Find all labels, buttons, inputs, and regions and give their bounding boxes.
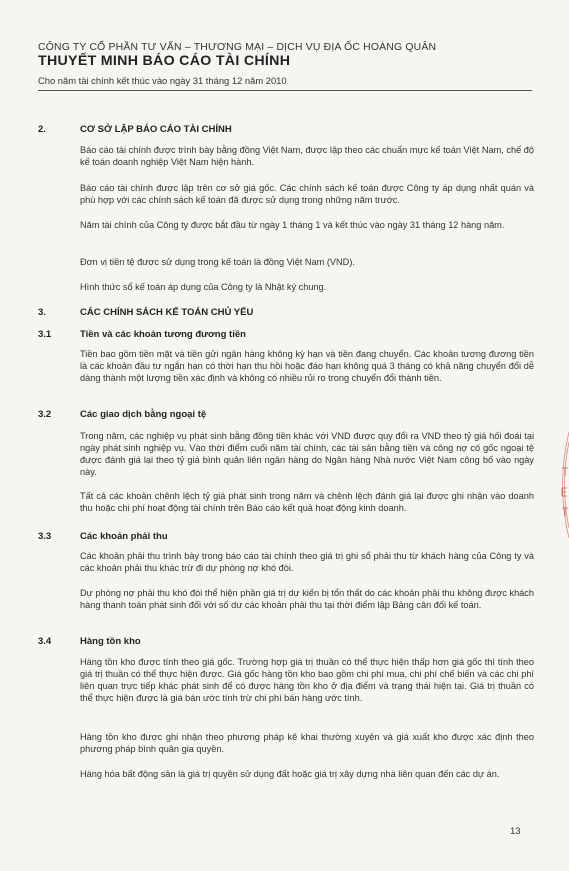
- section-heading: CƠ SỞ LẬP BÁO CÁO TÀI CHÍNH: [80, 124, 232, 135]
- paragraph: Hàng tồn kho được ghi nhận theo phương pháp kê khai thường xuyên và giá xuất kho được xác định theo phương pháp bình quân gia quyền.: [80, 732, 534, 754]
- subsection-number: 3.1: [38, 329, 52, 340]
- paragraph: Năm tài chính của Công ty được bắt đầu từ ngày 1 tháng 1 và kết thúc vào ngày 31 tháng 12 hàng năm.: [80, 220, 505, 230]
- paragraph: Hàng hóa bất động sản là giá trị quyền sử dụng đất hoặc giá trị xây dựng nhà liên quan đến các dự án.: [80, 769, 500, 779]
- subsection-number: 3.3: [38, 531, 52, 542]
- paragraph: Dự phòng nợ phải thu khó đòi thể hiện phần giá trị dự kiến bị tổn thất do các khoản phải thu không được khách hàng thanh toán phát sinh đối với số dư các khoản phải thu tại thời điểm lập Bảng cân đối kế toán.: [80, 588, 534, 610]
- subsection-number: 3.2: [38, 409, 52, 420]
- document-title: THUYẾT MINH BÁO CÁO TÀI CHÍNH: [38, 53, 291, 69]
- section-number: 2.: [38, 124, 46, 135]
- header-divider: [38, 90, 532, 91]
- section-number: 3.: [38, 307, 46, 318]
- company-name: CÔNG TY CỔ PHẦN TƯ VẤN – THƯƠNG MẠI – DỊCH VỤ ĐỊA ỐC HOÀNG QUÂN: [38, 42, 437, 53]
- paragraph: Hàng tồn kho được tính theo giá gốc. Trường hợp giá trị thuần có thể thực hiện thấp hơn giá gốc thì tính theo giá trị thuần có thể thực hiện được. Giá gốc hàng tồn kho bao gồm chi phí mua, chi phí chế biến và các chi phí liên quan trực tiếp khác phát sinh để có được hàng tồn kho ở địa điểm và trạng thái hiện tại. Giá trị thuần có thể thực hiện được là giá bán ước tính trừ chi phí bán hàng ước tính.: [80, 657, 534, 703]
- paragraph: Trong năm, các nghiệp vụ phát sinh bằng đồng tiền khác với VND được quy đổi ra VND theo tỷ giá hối đoái tại ngày phát sinh nghiệp vụ. Vào thời điểm cuối năm tài chính, các tài sản bằng tiền và công nợ có gốc ngoại tệ được đánh giá lại theo tỷ giá bình quân liên ngân hàng do Ngân hàng Nhà nước Việt Nam công bố vào ngày này.: [80, 431, 534, 477]
- paragraph: Báo cáo tài chính được trình bày bằng đồng Việt Nam, được lập theo các chuẩn mực kế toán Việt Nam, chế độ kế toán doanh nghiệp Việt Nam hiện hành.: [80, 145, 534, 167]
- paragraph: Đơn vị tiền tệ được sử dụng trong kế toán là đồng Việt Nam (VND).: [80, 257, 355, 267]
- subsection-heading: Các khoản phải thu: [80, 531, 168, 542]
- section-heading: CÁC CHÍNH SÁCH KẾ TOÁN CHỦ YẾU: [80, 307, 254, 318]
- subsection-heading: Các giao dịch bằng ngoại tệ: [80, 409, 207, 420]
- paragraph: Báo cáo tài chính được lập trên cơ sở giá gốc. Các chính sách kế toán được Công ty áp dụng nhất quán và phù hợp với các chính sách kế toán đã được sử dụng trong những năm trước.: [80, 183, 534, 205]
- stamp-mark: [556, 430, 569, 540]
- subsection-heading: Tiền và các khoản tương đương tiền: [80, 329, 246, 340]
- document-subtitle: Cho năm tài chính kết thúc vào ngày 31 tháng 12 năm 2010: [38, 75, 287, 86]
- page-number: 13: [510, 826, 521, 837]
- paragraph: Tiền bao gồm tiền mặt và tiền gửi ngân hàng không kỳ hạn và tiền đang chuyển. Các khoản tương đương tiền là các khoản đầu tư ngắn hạn có thời hạn thu hồi hoặc đáo hạn không quá 3 tháng có khả năng chuyển đổi dễ dàng thành một lượng tiền xác định và không có nhiều rủi ro trong chuyển đổi thành tiền.: [80, 349, 534, 383]
- paragraph: Tất cả các khoản chênh lệch tỷ giá phát sinh trong năm và chênh lệch đánh giá lại được ghi nhận vào doanh thu hoặc chi phí hoạt động tài chính trên Báo cáo kết quả hoạt động kinh doanh.: [80, 491, 534, 513]
- paragraph: Hình thức sổ kế toán áp dụng của Công ty là Nhật ký chung.: [80, 282, 327, 292]
- subsection-number: 3.4: [38, 636, 52, 647]
- stamp-arc: [563, 432, 569, 538]
- subsection-heading: Hàng tồn kho: [80, 636, 141, 647]
- paragraph: Các khoản phải thu trình bày trong báo cáo tài chính theo giá trị ghi sổ phải thu từ khách hàng của Công ty và các khoản phải thu khác trừ đi dự phòng nợ khó đòi.: [80, 551, 534, 573]
